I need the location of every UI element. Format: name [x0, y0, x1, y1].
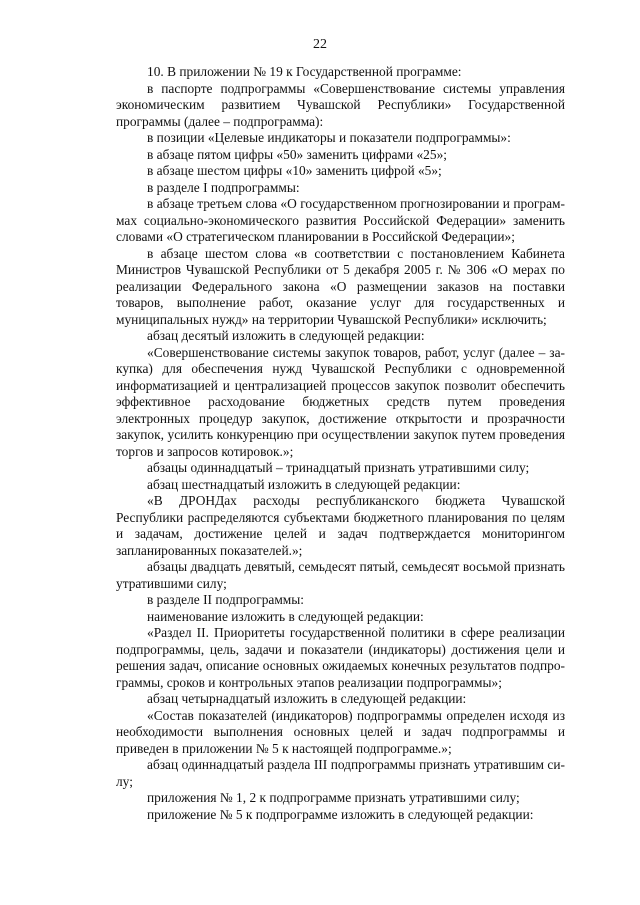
- paragraph-section-two: в разделе II подпрограммы:: [147, 592, 304, 607]
- paragraph-third-abzac-words: в абзаце третьем слова «О государственном прогнозировании и программах социально-экономического развития Российской Федерации» заменить словами «О стратегическом планировании в Российской Федерации»;: [116, 196, 565, 244]
- paragraph-fifth-abzac: в абзаце пятом цифры «50» заменить цифрами «25»;: [147, 146, 447, 162]
- paragraph-invalidated-abzacs: абзацы двадцать девятый, семьдесят пятый, семьдесят восьмой признать утратившими силу;: [116, 559, 565, 591]
- paragraph-appendix-five: приложение № 5 к подпрограмме изложить в следующей редакции:: [147, 806, 534, 822]
- paragraph-appendix-19: 10. В приложении № 19 к Государственной программе:: [147, 64, 462, 79]
- paragraph-eleventh-thirteenth: абзацы одиннадцатый – тринадцатый признать утратившими силу;: [147, 460, 530, 475]
- paragraph-section-three: абзац одиннадцатый раздела III подпрограммы признать утратившим силу;: [116, 757, 565, 789]
- paragraph-fourteenth-abzac: абзац четырнадцатый изложить в следующей редакции:: [147, 691, 467, 706]
- paragraph-sixth-abzac-words: в абзаце шестом слова «в соответствии с постановлением Кабинета Министров Чувашской Республики от 5 декабря 2005 г. № 306 «О мерах по реализации Федерального закона «О размещении заказов на поставки товаров, выполнение работ, оказание услуг для государственных и муниципальных нужд» на территории Чувашской Республики» исключить;: [116, 245, 565, 327]
- paragraph-drond-quote: «В ДРОНДах расходы республиканского бюджета Чувашской Республики распределяются субъектами бюджетного планирования по целям и задачам, достижение целей и задач подтверждается мониторингом запланированных показателей.»;: [116, 493, 565, 558]
- paragraph-title-edit: наименование изложить в следующей редакции:: [147, 608, 424, 624]
- paragraph-appendices-one-two: приложения № 1, 2 к подпрограмме признать утратившими силу;: [147, 790, 520, 805]
- paragraph-sixteenth-abzac: абзац шестнадцатый изложить в следующей редакции:: [147, 476, 461, 492]
- document-body: [116, 64, 565, 823]
- paragraph-section-two-quote: «Раздел II. Приоритеты государственной политики в сфере реализации подпрограммы, цель, задачи и показатели (индикаторы) достижения цели и решения задач, описание основных ожидаемых конечных результатов подпрограммы, сроков и контрольных этапов реализации подпрограммы»;: [116, 625, 565, 690]
- paragraph-indicators-quote: «Состав показателей (индикаторов) подпрограммы определен исходя из необходимости выполнения основных целей и задач подпрограммы и приведен в приложении № 5 к настоящей подпрограмме.»;: [116, 707, 565, 756]
- paragraph-tenth-abzac: абзац десятый изложить в следующей редакции:: [147, 328, 425, 343]
- paragraph-sixth-abzac: в абзаце шестом цифры «10» заменить цифрой «5»;: [147, 163, 442, 178]
- paragraph-procurement-quote: «Совершенствование системы закупок товаров, работ, услуг (далее – закупка) для обеспечения нужд Чувашской Республики с одновременной информатизацией и централизацией процессов закупок позволит обеспечить эффективное расходование бюджетных средств путем проведения электронных процедур закупок, достижение открытости и прозрачности закупок, усилить конкуренцию при осуществлении закупок путем проведения торгов и запросов котировок.»;: [116, 344, 565, 459]
- paragraph-subprogram-passport: в паспорте подпрограммы «Совершенствование системы управления экономическим развитием Чувашской Республики» Государственной программы (далее – подпрограмма):: [116, 80, 565, 129]
- paragraph-target-indicators: в позиции «Целевые индикаторы и показатели подпрограммы»:: [147, 130, 511, 145]
- paragraph-section-one: в разделе I подпрограммы:: [147, 179, 300, 195]
- page-number: 22: [313, 37, 327, 52]
